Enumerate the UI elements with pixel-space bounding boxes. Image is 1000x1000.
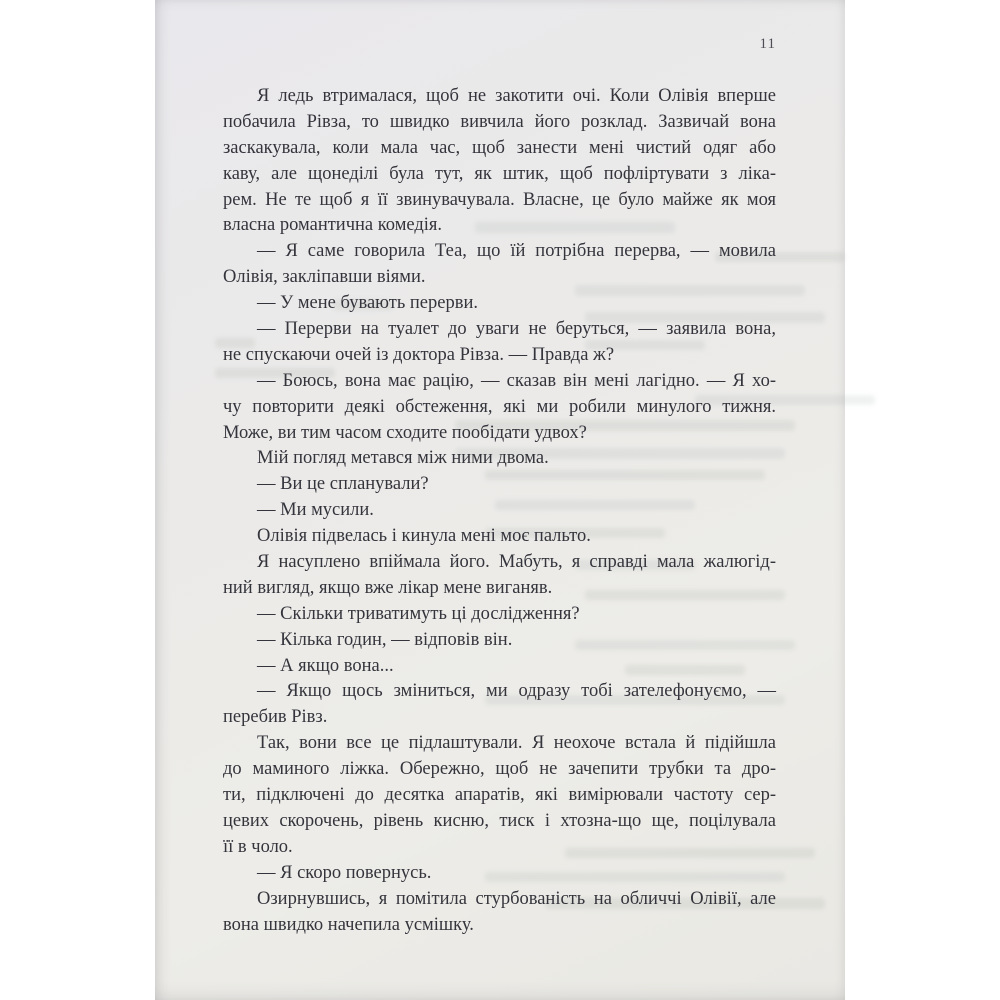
paragraph: [223, 84, 776, 239]
text-line: — Ви це спланували?: [257, 474, 429, 495]
text-line: — Я саме говорила Теа, що їй потрібна перерва, — мовила: [257, 241, 776, 262]
text-block: [223, 84, 776, 938]
text-line: Так, вони все це підлаштували. Я неохоче встала й підійшла: [257, 733, 776, 754]
text-line: не спускаючи очей із доктора Рівза. — Правда ж?: [223, 344, 615, 365]
text-line: — Кілька годин, — відповів він.: [257, 629, 513, 650]
text-line: цевих скорочень, рівень кисню, тиск і хтозна-що ще, поцілувала: [223, 810, 776, 831]
paragraph: [223, 861, 776, 887]
paragraph: [223, 291, 776, 317]
text-line: рем. Не те щоб я її звинувачувала. Власне, це було майже як моя: [223, 189, 776, 210]
page-number: 11: [759, 36, 776, 52]
text-line: — А якщо вона...: [257, 655, 394, 676]
text-line: — Скільки триватимуть ці дослідження?: [257, 603, 580, 624]
paragraph: [223, 446, 776, 472]
text-line: Може, ви тим часом сходите пообідати удвох?: [223, 422, 587, 443]
text-line: власна романтична комедія.: [223, 215, 443, 236]
text-line: її в чоло.: [223, 836, 293, 857]
text-line: Я насуплено впіймала його. Мабуть, я справді мала жалюгід-: [257, 552, 776, 573]
paragraph: [223, 472, 776, 498]
text-line: — Я скоро повернусь.: [257, 862, 432, 883]
paragraph: [223, 369, 776, 447]
text-line: чу повторити деякі обстеження, які ми робили минулого тижня.: [223, 396, 776, 417]
paragraph: [223, 524, 776, 550]
paragraph: [223, 550, 776, 602]
text-line: перебив Рівз.: [223, 707, 328, 728]
text-line: — Ми мусили.: [257, 500, 374, 521]
paragraph: [223, 887, 776, 939]
text-line: вона швидко начепила усмішку.: [223, 914, 474, 935]
text-line: — Боюсь, вона має рацію, — сказав він мені лагідно. — Я хо-: [257, 370, 776, 391]
text-line: Озирнувшись, я помітила стурбованість на обличчі Олівії, але: [257, 888, 776, 909]
text-line: Я ледь втрималася, щоб не закотити очі. Коли Олівія вперше: [257, 86, 776, 106]
paragraph: [223, 731, 776, 860]
text-line: — Якщо щось зміниться, ми одразу тобі зателефонуємо, —: [257, 681, 776, 702]
paragraph: [223, 239, 776, 291]
text-line: Мій погляд метався між ними двома.: [257, 448, 549, 469]
text-line: до маминого ліжка. Обережно, щоб не зачепити трубки та дро-: [223, 759, 776, 780]
paragraph: [223, 317, 776, 369]
paragraph: [223, 498, 776, 524]
text-line: ний вигляд, якщо вже лікар мене виганяв.: [223, 577, 553, 598]
text-line: заскакувала, коли мала час, щоб занести мені чистий одяг або: [223, 137, 776, 158]
text-line: ти, підключені до десятка апаратів, які вимірювали частоту сер-: [223, 785, 776, 806]
text-line: каву, але щонеділі була тут, як штик, щоб пофліртувати з ліка-: [223, 163, 776, 184]
text-line: — У мене бувають перерви.: [257, 293, 478, 314]
text-line: Олівія підвелась і кинула мені моє пальто.: [257, 526, 591, 547]
paragraph: [223, 628, 776, 654]
text-line: побачила Рівза, то швидко вивчила його розклад. Зазвичай вона: [223, 111, 776, 132]
paragraph: [223, 602, 776, 628]
text-line: — Перерви на туалет до уваги не беруться, — заявила вона,: [257, 319, 776, 340]
paragraph: [223, 654, 776, 680]
paragraph: [223, 679, 776, 731]
book-page: [155, 0, 845, 1000]
text-line: Олівія, закліпавши віями.: [223, 267, 426, 288]
